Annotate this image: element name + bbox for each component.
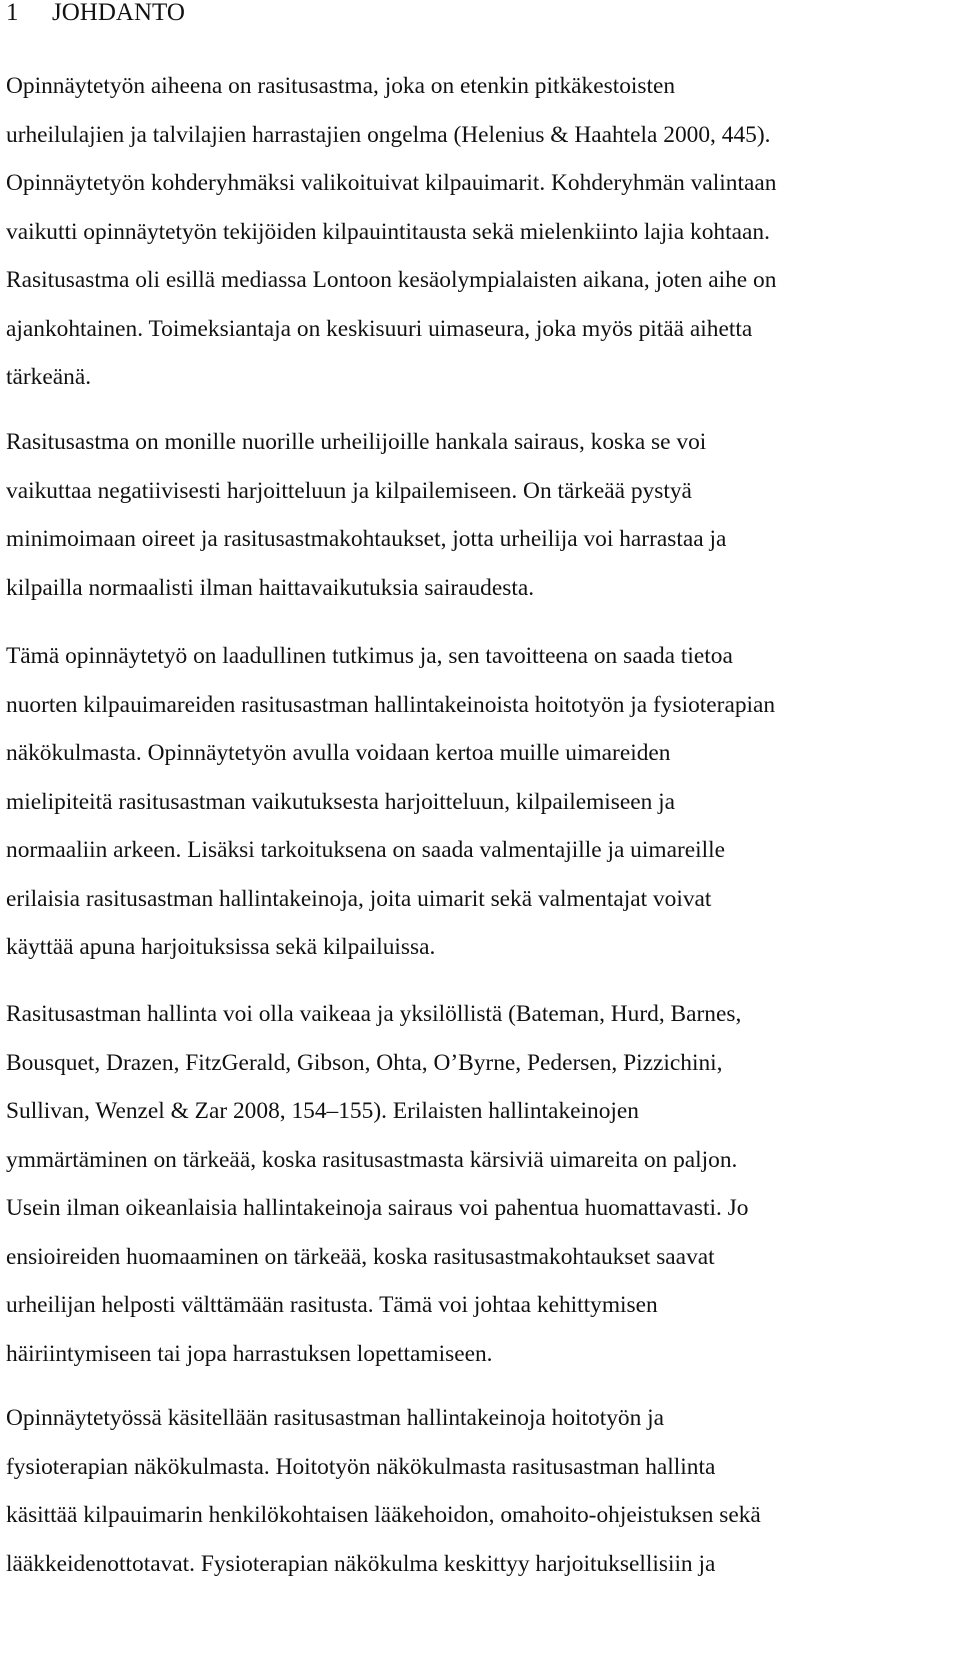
text-line: Rasitusastma on monille nuorille urheilijoille hankala sairaus, koska se voi bbox=[6, 429, 707, 455]
paragraph-2 bbox=[6, 418, 956, 612]
text-line: urheilijan helposti välttämään rasitusta. Tämä voi johtaa kehittymisen bbox=[6, 1292, 658, 1318]
text-line: Tämä opinnäytetyö on laadullinen tutkimus ja, sen tavoitteena on saada tietoa bbox=[6, 643, 733, 669]
text-line: urheilulajien ja talvilajien harrastajien ongelma (Helenius & Haahtela 2000, 445). bbox=[6, 121, 771, 148]
paragraph-1 bbox=[6, 62, 956, 402]
text-line: Sullivan, Wenzel & Zar 2008, 154–155). Erilaisten hallintakeinojen bbox=[6, 1098, 639, 1124]
text-line: mielipiteitä rasitusastman vaikutuksesta harjoitteluun, kilpailemiseen ja bbox=[6, 788, 676, 815]
text-line: normaaliin arkeen. Lisäksi tarkoituksena on saada valmentajille ja uimareille bbox=[6, 837, 725, 863]
paragraph-4 bbox=[6, 990, 956, 1378]
text-line: tärkeänä. bbox=[6, 364, 92, 390]
text-line: Rasitusastman hallinta voi olla vaikeaa ja yksilöllistä (Bateman, Hurd, Barnes, bbox=[6, 1001, 742, 1027]
text-line: Opinnäytetyön kohderyhmäksi valikoituivat kilpauimarit. Kohderyhmän valintaan bbox=[6, 170, 777, 196]
text-line: lääkkeidenottotavat. Fysioterapian näkökulma keskittyy harjoituksellisiin ja bbox=[6, 1550, 716, 1577]
chapter-number: 1 bbox=[6, 0, 19, 26]
text-line: kilpailla normaalisti ilman haittavaikutuksia sairaudesta. bbox=[6, 574, 535, 601]
text-line: näkökulmasta. Opinnäytetyön avulla voidaan kertoa muille uimareiden bbox=[6, 740, 671, 766]
text-line: käyttää apuna harjoituksissa sekä kilpailuissa. bbox=[6, 934, 436, 960]
text-line: Bousquet, Drazen, FitzGerald, Gibson, Ohta, O’Byrne, Pedersen, Pizzichini, bbox=[6, 1049, 723, 1076]
text-line: häiriintymiseen tai jopa harrastuksen lopettamiseen. bbox=[6, 1340, 493, 1367]
text-line: Usein ilman oikeanlaisia hallintakeinoja sairaus voi pahentua huomattavasti. Jo bbox=[6, 1195, 749, 1221]
text-line: ajankohtainen. Toimeksiantaja on keskisuuri uimaseura, joka myös pitää aihetta bbox=[6, 315, 753, 342]
text-line: vaikutti opinnäytetyön tekijöiden kilpauintitausta sekä mielenkiinto lajia kohtaan. bbox=[6, 218, 770, 245]
text-line: ensioireiden huomaaminen on tärkeää, koska rasitusastmakohtaukset saavat bbox=[6, 1243, 715, 1270]
paragraph-3 bbox=[6, 632, 956, 972]
chapter-title: JOHDANTO bbox=[52, 0, 185, 26]
text-line: fysioterapian näkökulmasta. Hoitotyön näkökulmasta rasitusastman hallinta bbox=[6, 1453, 716, 1480]
chapter-heading bbox=[6, 0, 185, 28]
text-line: Rasitusastma oli esillä mediassa Lontoon kesäolympialaisten aikana, joten aihe on bbox=[6, 267, 777, 293]
text-line: Opinnäytetyössä käsitellään rasitusastman hallintakeinoja hoitotyön ja bbox=[6, 1405, 665, 1431]
text-line: vaikuttaa negatiivisesti harjoitteluun ja kilpailemiseen. On tärkeää pystyä bbox=[6, 477, 692, 504]
text-line: ymmärtäminen on tärkeää, koska rasitusastmasta kärsiviä uimareita on paljon. bbox=[6, 1146, 738, 1173]
text-line: minimoimaan oireet ja rasitusastmakohtaukset, jotta urheilija voi harrastaa ja bbox=[6, 526, 727, 552]
paragraph-5 bbox=[6, 1394, 956, 1588]
text-line: erilaisia rasitusastman hallintakeinoja, joita uimarit sekä valmentajat voivat bbox=[6, 885, 712, 912]
text-line: käsittää kilpauimarin henkilökohtaisen lääkehoidon, omahoito-ohjeistuksen sekä bbox=[6, 1502, 761, 1528]
text-line: nuorten kilpauimareiden rasitusastman hallintakeinoista hoitotyön ja fysioterapian bbox=[6, 691, 776, 718]
text-line: Opinnäytetyön aiheena on rasitusastma, joka on etenkin pitkäkestoisten bbox=[6, 73, 676, 99]
